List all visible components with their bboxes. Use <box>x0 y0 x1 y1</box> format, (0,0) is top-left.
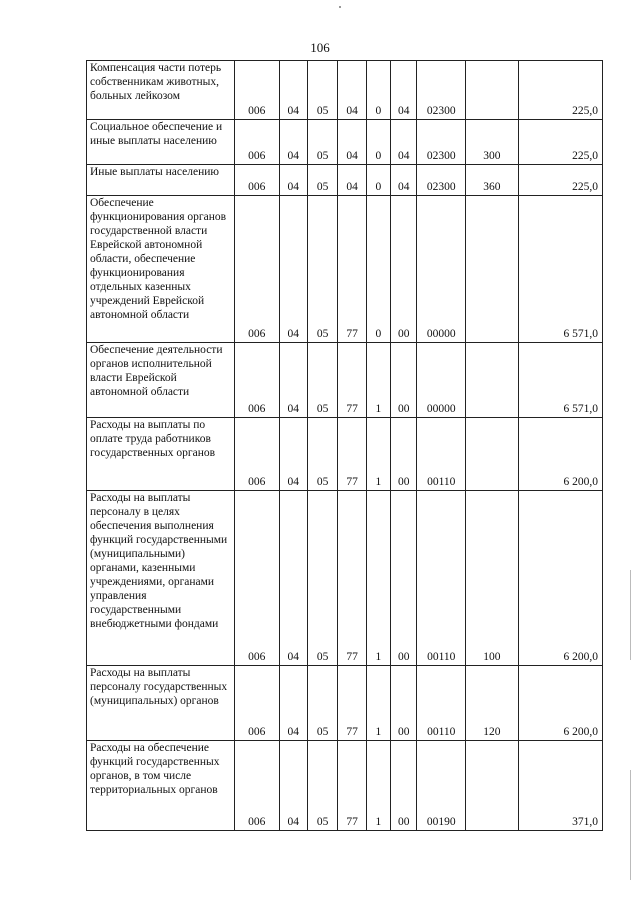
expense-type-code <box>466 418 519 491</box>
target-code-subprogram: 0 <box>366 120 390 165</box>
ministry-code: 006 <box>235 120 280 165</box>
target-code-program: 77 <box>338 343 366 418</box>
row-name: Обеспечение функционирования органов государственной власти Еврейской автономной области, обеспечение функционирования отдельных казенных учреждений Еврейской автономной области <box>87 196 235 343</box>
section-code: 04 <box>279 165 307 196</box>
target-code-measure: 00 <box>391 418 417 491</box>
table-row <box>87 120 603 165</box>
target-code-measure: 00 <box>391 741 417 831</box>
target-code-program: 04 <box>338 165 366 196</box>
subsection-code: 05 <box>307 120 337 165</box>
target-code-program: 77 <box>338 741 366 831</box>
row-name: Компенсация части потерь собственникам животных, больных лейкозом <box>87 61 235 120</box>
amount: 6 571,0 <box>518 343 602 418</box>
row-name: Социальное обеспечение и иные выплаты населению <box>87 120 235 165</box>
target-code-subprogram: 1 <box>366 741 390 831</box>
target-code-program: 77 <box>338 491 366 666</box>
amount: 6 571,0 <box>518 196 602 343</box>
section-code: 04 <box>279 741 307 831</box>
section-code: 04 <box>279 491 307 666</box>
row-name: Расходы на выплаты по оплате труда работников государственных органов <box>87 418 235 491</box>
target-code-direction: 00190 <box>417 741 466 831</box>
target-code-subprogram: 1 <box>366 418 390 491</box>
section-code: 04 <box>279 343 307 418</box>
subsection-code: 05 <box>307 666 337 741</box>
target-code-measure: 04 <box>391 165 417 196</box>
table-row <box>87 418 603 491</box>
target-code-subprogram: 0 <box>366 196 390 343</box>
target-code-measure: 00 <box>391 196 417 343</box>
subsection-code: 05 <box>307 491 337 666</box>
table-row <box>87 491 603 666</box>
target-code-subprogram: 0 <box>366 61 390 120</box>
subsection-code: 05 <box>307 741 337 831</box>
target-code-measure: 00 <box>391 491 417 666</box>
scan-edge-mark <box>630 770 631 880</box>
subsection-code: 05 <box>307 61 337 120</box>
amount: 6 200,0 <box>518 418 602 491</box>
ministry-code: 006 <box>235 741 280 831</box>
amount: 225,0 <box>518 165 602 196</box>
target-code-program: 04 <box>338 61 366 120</box>
amount: 225,0 <box>518 61 602 120</box>
section-code: 04 <box>279 418 307 491</box>
target-code-direction: 00110 <box>417 418 466 491</box>
target-code-direction: 00110 <box>417 491 466 666</box>
expense-type-code <box>466 741 519 831</box>
scan-edge-mark <box>630 570 631 660</box>
expense-type-code: 120 <box>466 666 519 741</box>
row-name: Расходы на выплаты персоналу в целях обеспечения выполнения функций государственными (муниципальными) органами, казенными учреждениями, органами управления государственными внебюджетными фондами <box>87 491 235 666</box>
section-code: 04 <box>279 666 307 741</box>
expense-type-code: 100 <box>466 491 519 666</box>
target-code-subprogram: 0 <box>366 165 390 196</box>
ministry-code: 006 <box>235 418 280 491</box>
target-code-program: 77 <box>338 196 366 343</box>
target-code-measure: 04 <box>391 61 417 120</box>
ministry-code: 006 <box>235 491 280 666</box>
row-name: Иные выплаты населению <box>87 165 235 196</box>
ministry-code: 006 <box>235 196 280 343</box>
ministry-code: 006 <box>235 343 280 418</box>
budget-table <box>86 60 603 831</box>
expense-type-code <box>466 61 519 120</box>
target-code-direction: 00110 <box>417 666 466 741</box>
amount: 225,0 <box>518 120 602 165</box>
table-row <box>87 165 603 196</box>
target-code-subprogram: 1 <box>366 666 390 741</box>
section-code: 04 <box>279 120 307 165</box>
target-code-subprogram: 1 <box>366 491 390 666</box>
target-code-program: 77 <box>338 666 366 741</box>
row-name: Обеспечение деятельности органов исполнительной власти Еврейской автономной области <box>87 343 235 418</box>
subsection-code: 05 <box>307 343 337 418</box>
table-row <box>87 196 603 343</box>
ministry-code: 006 <box>235 165 280 196</box>
table-row <box>87 61 603 120</box>
target-code-program: 77 <box>338 418 366 491</box>
ministry-code: 006 <box>235 666 280 741</box>
page-number: 106 <box>310 40 330 55</box>
table-row <box>87 343 603 418</box>
expense-type-code: 300 <box>466 120 519 165</box>
row-name: Расходы на обеспечение функций государственных органов, в том числе территориальных органов <box>87 741 235 831</box>
target-code-program: 04 <box>338 120 366 165</box>
section-code: 04 <box>279 196 307 343</box>
subsection-code: 05 <box>307 418 337 491</box>
subsection-code: 05 <box>307 196 337 343</box>
expense-type-code <box>466 343 519 418</box>
target-code-measure: 00 <box>391 343 417 418</box>
ministry-code: 006 <box>235 61 280 120</box>
amount: 371,0 <box>518 741 602 831</box>
target-code-subprogram: 1 <box>366 343 390 418</box>
amount: 6 200,0 <box>518 491 602 666</box>
row-name: Расходы на выплаты персоналу государственных (муниципальных) органов <box>87 666 235 741</box>
expense-type-code: 360 <box>466 165 519 196</box>
table-row <box>87 666 603 741</box>
target-code-direction: 00000 <box>417 343 466 418</box>
scan-speck <box>339 6 341 8</box>
section-code: 04 <box>279 61 307 120</box>
target-code-direction: 00000 <box>417 196 466 343</box>
target-code-direction: 02300 <box>417 165 466 196</box>
expense-type-code <box>466 196 519 343</box>
target-code-direction: 02300 <box>417 120 466 165</box>
amount: 6 200,0 <box>518 666 602 741</box>
subsection-code: 05 <box>307 165 337 196</box>
table-row <box>87 741 603 831</box>
target-code-measure: 00 <box>391 666 417 741</box>
target-code-direction: 02300 <box>417 61 466 120</box>
target-code-measure: 04 <box>391 120 417 165</box>
